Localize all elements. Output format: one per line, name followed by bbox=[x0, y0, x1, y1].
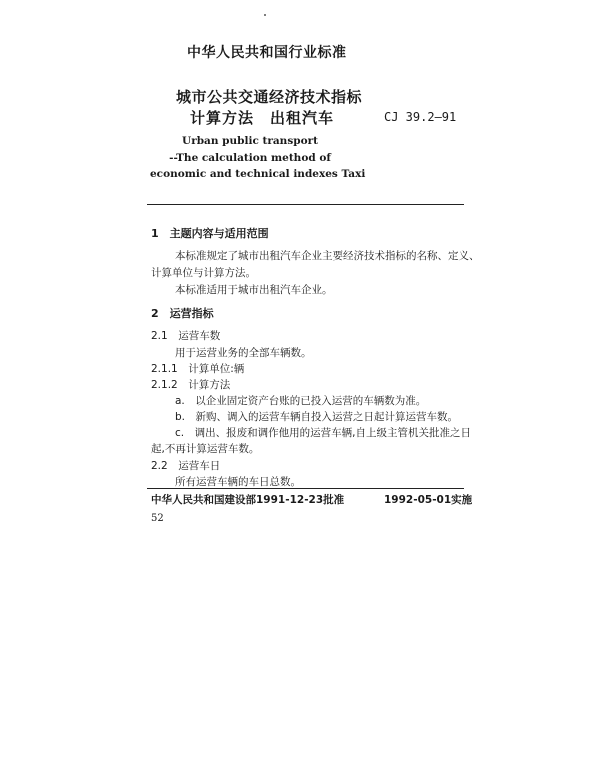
standard-category-header: 中华人民共和国行业标准 bbox=[187, 45, 347, 61]
title-divider bbox=[147, 204, 464, 205]
clause-2-1-1: 2.1.1 计算单位:辆 bbox=[151, 363, 245, 375]
item-c-line1: c. 调出、报废和调作他用的运营车辆,自上级主管机关批准之日 bbox=[175, 427, 471, 439]
clause-2-2: 2.2 运营车日 bbox=[151, 460, 221, 472]
footer-divider bbox=[147, 488, 464, 489]
title-en-line3: economic and technical indexes Taxi bbox=[150, 168, 366, 180]
clause-2-1-2: 2.1.2 计算方法 bbox=[151, 379, 231, 391]
implementation-date: 1992-05-01实施 bbox=[384, 494, 473, 506]
standard-code: CJ 39.2—91 bbox=[384, 110, 457, 124]
clause-2-1-definition: 用于运营业务的全部车辆数。 bbox=[175, 347, 312, 359]
title-cn-line1: 城市公共交通经济技术指标 bbox=[176, 88, 363, 106]
section2-heading: 2 运营指标 bbox=[151, 307, 214, 320]
scan-speck bbox=[264, 14, 266, 16]
title-en-line2: --The calculation method of bbox=[169, 152, 331, 164]
item-c-line2: 起,不再计算运营车数。 bbox=[151, 443, 260, 455]
title-en-line1: Urban public transport bbox=[182, 135, 318, 147]
section1-para2: 本标准适用于城市出租汽车企业。 bbox=[175, 284, 333, 296]
section1-heading: 1 主题内容与适用范围 bbox=[151, 227, 269, 240]
title-cn-line2: 计算方法 出租汽车 bbox=[190, 109, 335, 127]
clause-2-1: 2.1 运营车数 bbox=[151, 330, 221, 342]
item-a: a. 以企业固定资产台账的已投入运营的车辆数为准。 bbox=[175, 395, 427, 407]
item-b: b. 新购、调入的运营车辆自投入运营之日起计算运营车数。 bbox=[175, 411, 459, 423]
section1-para1-line1: 本标准规定了城市出租汽车企业主要经济技术指标的名称、定义、 bbox=[175, 250, 480, 262]
approval-line: 中华人民共和国建设部1991-12-23批准 bbox=[151, 494, 345, 506]
section1-para1-line2: 计算单位与计算方法。 bbox=[151, 267, 256, 279]
page-number: 52 bbox=[151, 513, 164, 524]
clause-2-2-definition: 所有运营车辆的车日总数。 bbox=[175, 476, 301, 488]
